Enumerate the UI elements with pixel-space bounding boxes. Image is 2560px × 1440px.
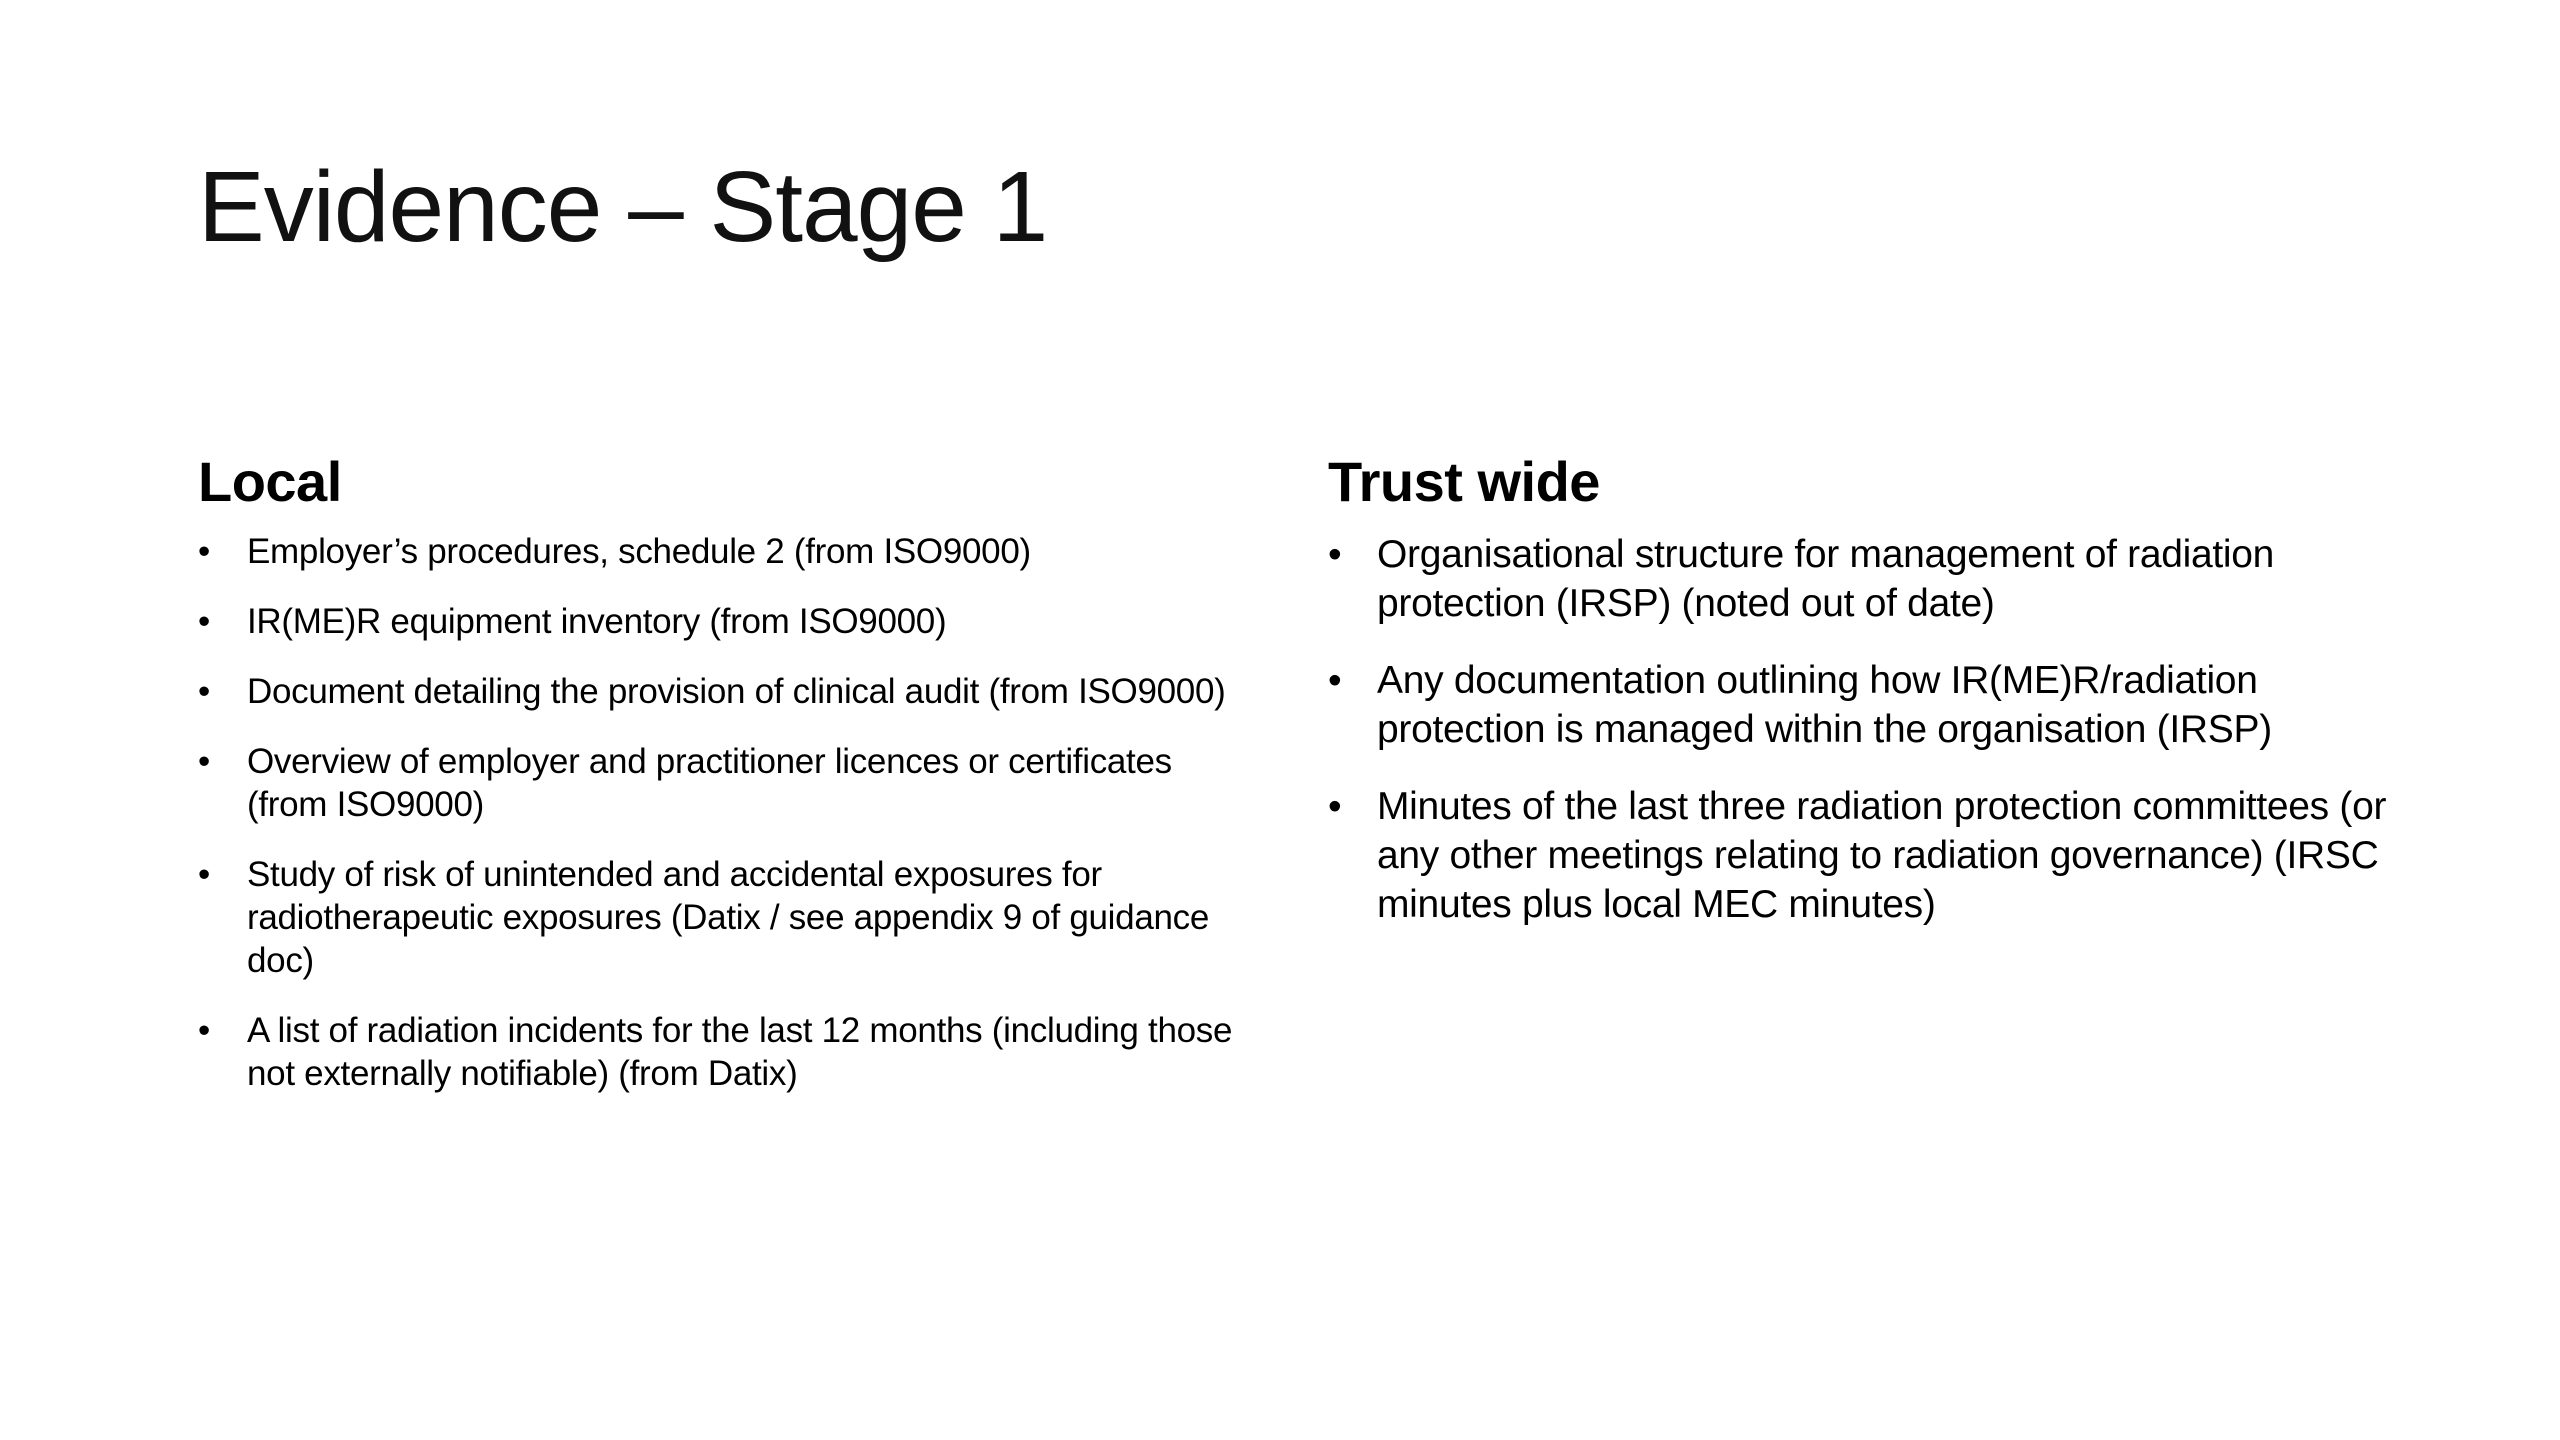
- list-item-text: IR(ME)R equipment inventory (from ISO9000): [247, 602, 947, 642]
- local-heading: Local: [198, 450, 342, 513]
- list-item: [198, 740, 1248, 826]
- list-item-text: Employer’s procedures, schedule 2 (from ISO9000): [247, 532, 1031, 572]
- bullet-icon: •: [198, 602, 210, 642]
- list-item: [1328, 782, 2418, 929]
- bullet-icon: •: [198, 855, 210, 895]
- list-item: [198, 530, 1248, 573]
- local-list: [198, 530, 1248, 1095]
- bullet-icon: •: [198, 672, 210, 712]
- list-item-text: Minutes of the last three radiation protection committees (or any other meetings relating to radiation governance) (IRSC minutes plus local MEC minutes): [1377, 785, 2387, 927]
- slide-title: Evidence – Stage 1: [198, 151, 1048, 263]
- list-item-text: Any documentation outlining how IR(ME)R/radiation protection is managed within the organisation (IRSP): [1377, 659, 2272, 752]
- list-item: [1328, 530, 2418, 628]
- bullet-icon: •: [1328, 785, 1342, 829]
- trust-wide-column: [1328, 450, 2418, 957]
- bullet-icon: •: [198, 742, 210, 782]
- list-item-text: Overview of employer and practitioner licences or certificates (from ISO9000): [247, 742, 1172, 825]
- list-item: [1328, 656, 2418, 754]
- list-item: [198, 853, 1248, 982]
- list-item-text: Organisational structure for management of radiation protection (IRSP) (noted out of date): [1377, 533, 2275, 626]
- bullet-icon: •: [1328, 659, 1342, 703]
- list-item: [198, 600, 1248, 643]
- local-column: [198, 450, 1248, 1122]
- bullet-icon: •: [198, 1011, 210, 1051]
- trust-wide-heading: Trust wide: [1328, 450, 1600, 513]
- list-item: [198, 670, 1248, 713]
- trust-wide-list: [1328, 530, 2418, 929]
- bullet-icon: •: [198, 532, 210, 572]
- list-item-text: Study of risk of unintended and accidental exposures for radiotherapeutic exposures (Datix / see appendix 9 of guidance doc): [247, 855, 1210, 981]
- list-item-text: A list of radiation incidents for the last 12 months (including those not externally notifiable) (from Datix): [247, 1011, 1233, 1094]
- bullet-icon: •: [1328, 533, 1342, 577]
- list-item: [198, 1009, 1248, 1095]
- list-item-text: Document detailing the provision of clinical audit (from ISO9000): [247, 672, 1226, 712]
